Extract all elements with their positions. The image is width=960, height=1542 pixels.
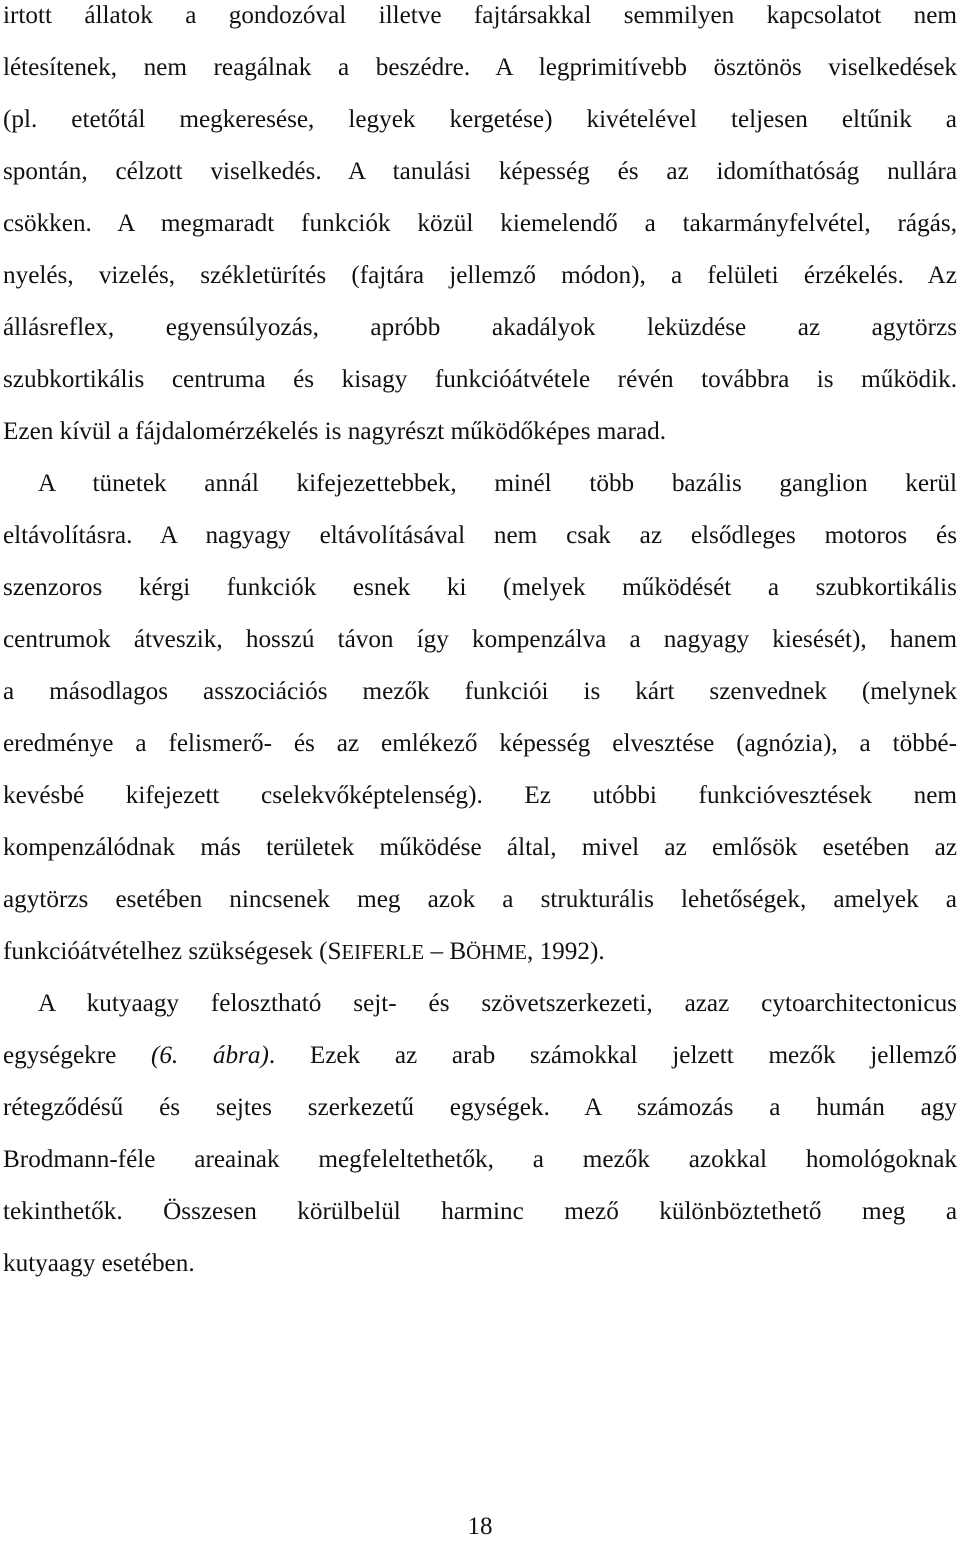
- citation-author-2: ÖHME: [466, 942, 527, 964]
- text-line: nyelés, vizelés, székletürítés (fajtára jellemző módon), a felületi érzékelés. Az: [3, 262, 957, 289]
- text-line: rétegződésű és sejtes szerkezetű egységek. A számozás a humán agy: [3, 1094, 957, 1121]
- text-line: állásreflex, egyensúlyozás, apróbb akadályok leküzdése az agytörzs: [3, 314, 957, 341]
- citation-line: [3, 926, 957, 978]
- body-text: [3, 0, 957, 1290]
- text-line: tekinthetők. Összesen körülbelül harminc mező különböztethető meg a: [3, 1198, 957, 1225]
- page-number: 18: [467, 1513, 493, 1540]
- text-line: eltávolításra. A nagyagy eltávolításával nem csak az elsődleges motoros és: [3, 522, 957, 549]
- text-line: agytörzs esetében nincsenek meg azok a strukturális lehetőségek, amelyek a: [3, 886, 957, 913]
- text-line: A tünetek annál kifejezettebbek, minél több bazális ganglion kerül: [38, 470, 957, 497]
- text-line: kutyaagy esetében.: [3, 1250, 195, 1277]
- citation-suffix: , 1992).: [526, 938, 605, 965]
- text-line: eredménye a felismerő- és az emlékező képesség elvesztése (agnózia), a többé-: [3, 730, 957, 757]
- text-line: (pl. etetőtál megkeresése, legyek kergetése) kivételével teljesen eltűnik a: [3, 106, 957, 133]
- text-line: a másodlagos asszociációs mezők funkciói is kárt szenvednek (melynek: [3, 678, 957, 705]
- text-segment: egységekre: [3, 1042, 151, 1069]
- text-line: Brodmann-féle areainak megfeleltethetők, a mezők azokkal homológoknak: [3, 1146, 957, 1173]
- text-segment: . Ezek az arab számokkal jelzett mezők jellemző: [268, 1042, 957, 1069]
- text-line: irtott állatok a gondozóval illetve fajtársakkal semmilyen kapcsolatot nem: [3, 2, 957, 29]
- citation-separator: – B: [424, 938, 467, 965]
- text-line: csökken. A megmaradt funkciók közül kiemelendő a takarmányfelvétel, rágás,: [3, 210, 957, 237]
- text-line: Ezen kívül a fájdalomérzékelés is nagyrészt működőképes marad.: [3, 418, 667, 445]
- text-line: kevésbé kifejezett cselekvőképtelenség). Ez utóbbi funkcióvesztések nem: [3, 782, 957, 809]
- figure-reference-line: [3, 1030, 957, 1082]
- text-line: szenzoros kérgi funkciók esnek ki (melyek működését a szubkortikális: [3, 574, 957, 601]
- text-line: centrumok átveszik, hosszú távon így kompenzálva a nagyagy kiesését), hanem: [3, 626, 957, 653]
- text-line: szubkortikális centruma és kisagy funkcióátvétele révén továbbra is működik.: [3, 366, 957, 393]
- figure-reference: (6. ábra): [150, 1042, 269, 1069]
- text-line: létesítenek, nem reagálnak a beszédre. A legprimitívebb ösztönös viselkedések: [3, 54, 957, 81]
- citation-author-1: EIFERLE: [341, 942, 425, 964]
- text-line: A kutyaagy felosztható sejt- és szövetszerkezeti, azaz cytoarchitectonicus: [38, 990, 957, 1017]
- text-line: kompenzálódnak más területek működése által, mivel az emlősök esetében az: [3, 834, 957, 861]
- citation-prefix: funkcióátvételhez szükségesek (S: [3, 938, 342, 965]
- text-line: spontán, célzott viselkedés. A tanulási képesség és az idomíthatóság nullára: [3, 158, 957, 185]
